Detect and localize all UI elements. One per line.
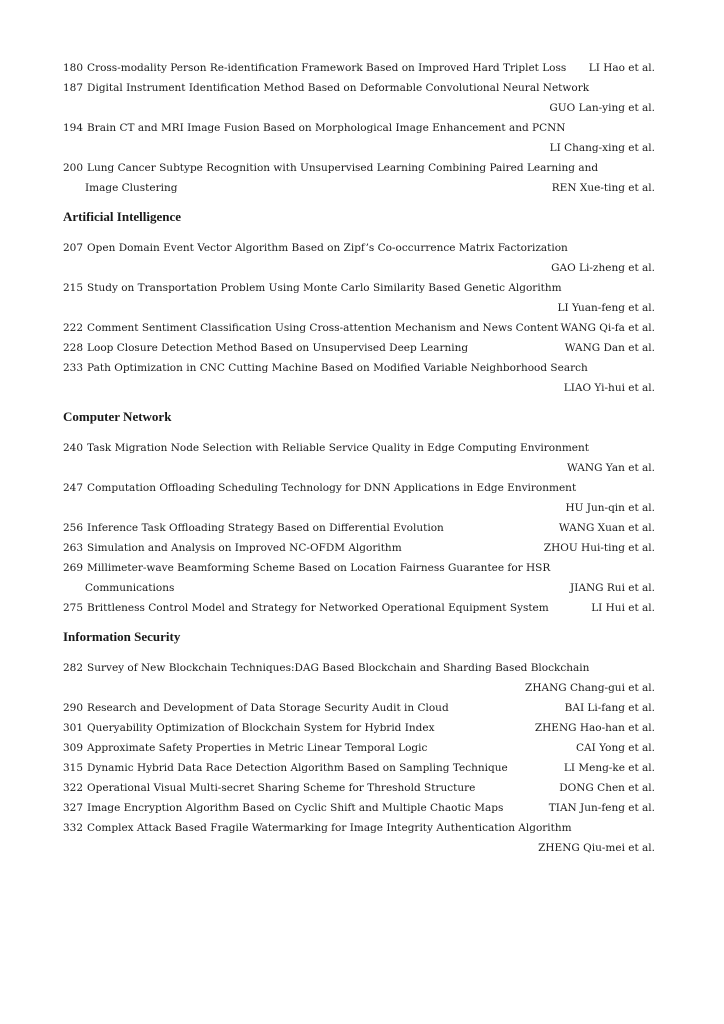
toc-entry xyxy=(63,318,655,338)
entry-authors: WANG Qi-fa et al. xyxy=(560,322,655,334)
page-number: 263 xyxy=(63,542,84,554)
toc-entry xyxy=(63,818,655,858)
entry-authors: ZHOU Hui-ting et al. xyxy=(543,542,655,554)
entry-title: Path Optimization in CNC Cutting Machine Based on Modified Variable Neighborhood Search xyxy=(87,362,588,374)
page-number: 332 xyxy=(63,822,84,834)
entry-authors: JIANG Rui et al. xyxy=(570,582,655,594)
entry-authors: WANG Xuan et al. xyxy=(558,522,655,534)
table-of-contents xyxy=(63,58,655,858)
toc-entry xyxy=(63,598,655,618)
entry-title: Complex Attack Based Fragile Watermarking for Image Integrity Authentication Algorithm xyxy=(87,822,572,834)
entry-title: Millimeter-wave Beamforming Scheme Based on Location Fairness Guarantee for HSR xyxy=(87,562,551,574)
entry-title: Image Encryption Algorithm Based on Cyclic Shift and Multiple Chaotic Maps xyxy=(87,802,504,814)
entry-title: Queryability Optimization of Blockchain System for Hybrid Index xyxy=(87,722,435,734)
toc-entry xyxy=(63,718,655,738)
entry-authors: REN Xue-ting et al. xyxy=(551,182,655,194)
section-heading-artificial-intelligence: Artificial Intelligence xyxy=(63,209,182,224)
entry-title: Operational Visual Multi-secret Sharing Scheme for Threshold Structure xyxy=(87,782,476,794)
toc-entry xyxy=(63,698,655,718)
entry-title: Brittleness Control Model and Strategy for Networked Operational Equipment System xyxy=(87,602,549,614)
entry-title-continued: Communications xyxy=(85,582,175,594)
entry-title-line xyxy=(63,58,566,78)
entry-authors: HU Jun-qin et al. xyxy=(565,502,655,514)
entry-authors: LI Hao et al. xyxy=(588,62,655,74)
entry-title: Task Migration Node Selection with Reliable Service Quality in Edge Computing Environment xyxy=(87,442,589,454)
toc-entry xyxy=(63,338,655,358)
entry-title: Loop Closure Detection Method Based on Unsupervised Deep Learning xyxy=(87,342,469,354)
toc-entry xyxy=(63,58,655,78)
entry-title: Research and Development of Data Storage Security Audit in Cloud xyxy=(87,702,449,714)
page-number: 301 xyxy=(63,722,84,734)
toc-entry xyxy=(63,758,655,778)
entry-authors: ZHENG Qiu-mei et al. xyxy=(538,842,655,854)
page-number: 207 xyxy=(63,242,84,254)
page-number: 200 xyxy=(63,162,84,174)
entry-title-continued: Image Clustering xyxy=(85,182,178,194)
toc-entry xyxy=(63,558,655,598)
entry-authors: CAI Yong et al. xyxy=(576,742,655,754)
page-number: 194 xyxy=(63,122,84,134)
entry-authors: LI Hui et al. xyxy=(591,602,655,614)
toc-entry xyxy=(63,78,655,118)
entry-authors: LI Chang-xing et al. xyxy=(549,142,655,154)
toc-entry xyxy=(63,478,655,518)
page-number: 327 xyxy=(63,802,84,814)
toc-entry xyxy=(63,658,655,698)
entry-authors: ZHANG Chang-gui et al. xyxy=(525,682,655,694)
entry-authors: BAI Li-fang et al. xyxy=(564,702,655,714)
page-number: 309 xyxy=(63,742,84,754)
toc-entry xyxy=(63,118,655,158)
toc-entry xyxy=(63,778,655,798)
entry-authors: LI Meng-ke et al. xyxy=(563,762,655,774)
entry-authors: WANG Dan et al. xyxy=(564,342,655,354)
toc-entry xyxy=(63,798,655,818)
page-number: 269 xyxy=(63,562,84,574)
toc-entry xyxy=(63,278,655,318)
page-number: 315 xyxy=(63,762,84,774)
toc-entry xyxy=(63,438,655,478)
toc-entry xyxy=(63,358,655,398)
entry-title: Survey of New Blockchain Techniques:DAG Based Blockchain and Sharding Based Blockchain xyxy=(87,662,590,674)
entry-title: Computation Offloading Scheduling Technology for DNN Applications in Edge Environment xyxy=(87,482,577,494)
entry-authors: LIAO Yi-hui et al. xyxy=(563,382,655,394)
entry-authors: DONG Chen et al. xyxy=(559,782,655,794)
toc-entry xyxy=(63,238,655,278)
entry-title: Study on Transportation Problem Using Monte Carlo Similarity Based Genetic Algorithm xyxy=(87,282,562,294)
page-number: 282 xyxy=(63,662,84,674)
page-number: 233 xyxy=(63,362,84,374)
entry-authors: ZHENG Hao-han et al. xyxy=(534,722,655,734)
page-number: 187 xyxy=(63,82,84,94)
entry-title: Simulation and Analysis on Improved NC-OFDM Algorithm xyxy=(87,542,402,554)
toc-entry xyxy=(63,738,655,758)
entry-authors: LI Yuan-feng et al. xyxy=(557,302,655,314)
section-heading-computer-network: Computer Network xyxy=(63,409,172,424)
page-number: 240 xyxy=(63,442,84,454)
page-number: 256 xyxy=(63,522,84,534)
entry-title: Dynamic Hybrid Data Race Detection Algorithm Based on Sampling Technique xyxy=(87,762,508,774)
entry-title: Digital Instrument Identification Method Based on Deformable Convolutional Neural Network xyxy=(87,82,590,94)
entry-authors: GUO Lan-ying et al. xyxy=(549,102,655,114)
page-number: 228 xyxy=(63,342,84,354)
toc-entry xyxy=(63,518,655,538)
page-number: 215 xyxy=(63,282,84,294)
entry-title: Cross-modality Person Re-identification Framework Based on Improved Hard Triplet Loss xyxy=(87,62,567,74)
entry-title: Open Domain Event Vector Algorithm Based on Zipf’s Co-occurrence Matrix Factorization xyxy=(87,242,568,254)
entry-authors: GAO Li-zheng et al. xyxy=(551,262,655,274)
entry-authors: TIAN Jun-feng et al. xyxy=(548,802,655,814)
page-number: 180 xyxy=(63,62,84,74)
section-heading-information-security: Information Security xyxy=(63,629,181,644)
entry-title: Inference Task Offloading Strategy Based on Differential Evolution xyxy=(87,522,444,534)
page-number: 222 xyxy=(63,322,84,334)
toc-entry xyxy=(63,538,655,558)
entry-title: Brain CT and MRI Image Fusion Based on Morphological Image Enhancement and PCNN xyxy=(87,122,566,134)
page-number: 322 xyxy=(63,782,84,794)
entry-title: Lung Cancer Subtype Recognition with Unsupervised Learning Combining Paired Learning and xyxy=(87,162,599,174)
entry-title: Comment Sentiment Classification Using Cross-attention Mechanism and News Content xyxy=(87,322,559,334)
page-number: 290 xyxy=(63,702,84,714)
page-number: 247 xyxy=(63,482,84,494)
page-number: 275 xyxy=(63,602,84,614)
entry-authors: WANG Yan et al. xyxy=(567,462,655,474)
toc-entry xyxy=(63,158,655,198)
entry-title: Approximate Safety Properties in Metric Linear Temporal Logic xyxy=(87,742,428,754)
